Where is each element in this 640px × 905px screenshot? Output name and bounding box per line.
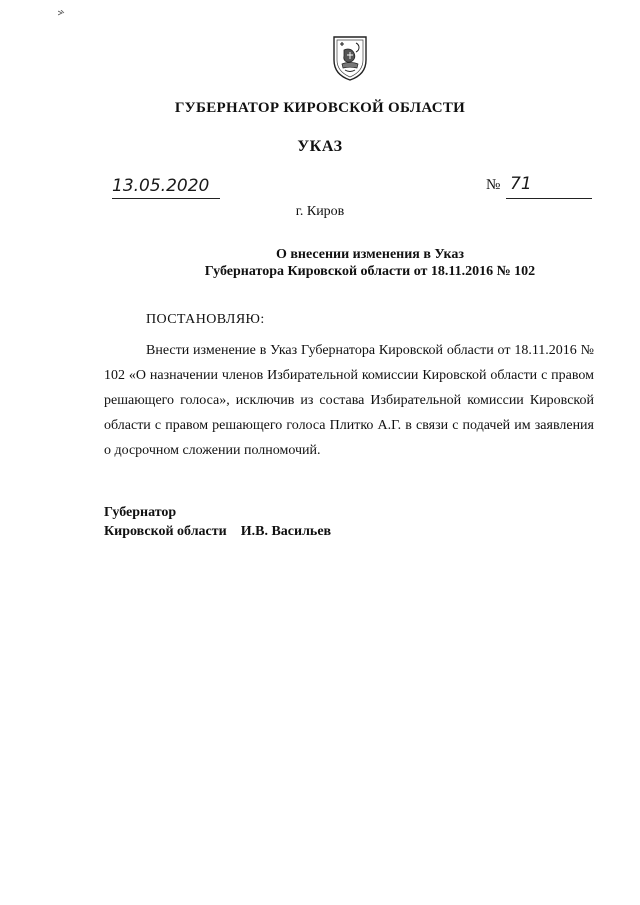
body-paragraph: Внести изменение в Указ Губернатора Кировской области от 18.11.2016 № 102 «О назначении членов Избирательной комиссии Кировской области с правом решающего голоса», исключив из состава Избирательной комиссии Кировской области с правом решающего голоса Плитко А.Г. в связи с подачей им заявления о досрочном сложении полномочий. bbox=[104, 343, 594, 458]
signer-name: И.В. Васильев bbox=[240, 524, 332, 539]
number-sign: № bbox=[486, 177, 501, 193]
document-title bbox=[110, 246, 630, 280]
scan-artifact-mark bbox=[58, 10, 65, 16]
city: г. Киров bbox=[295, 204, 345, 219]
document-type: УКАЗ bbox=[297, 138, 343, 155]
decree-word: ПОСТАНОВЛЯЮ: bbox=[146, 312, 265, 327]
title-line-2: Губернатора Кировской области от 18.11.2016 № 102 bbox=[204, 264, 536, 279]
signature-block bbox=[104, 503, 331, 541]
signer-title-line-2: Кировской области bbox=[104, 524, 227, 539]
coat-of-arms-icon bbox=[330, 34, 370, 82]
document-date: 13.05.2020 bbox=[112, 176, 210, 196]
issuing-authority: ГУБЕРНАТОР КИРОВСКОЙ ОБЛАСТИ bbox=[174, 100, 466, 116]
date-field bbox=[112, 176, 218, 196]
date-underline bbox=[112, 198, 220, 199]
document-number: 71 bbox=[510, 174, 532, 194]
signer-title-line-1: Губернатор bbox=[104, 505, 177, 520]
title-line-1: О внесении изменения в Указ bbox=[275, 247, 465, 262]
number-underline bbox=[506, 198, 592, 199]
number-field bbox=[486, 176, 592, 194]
